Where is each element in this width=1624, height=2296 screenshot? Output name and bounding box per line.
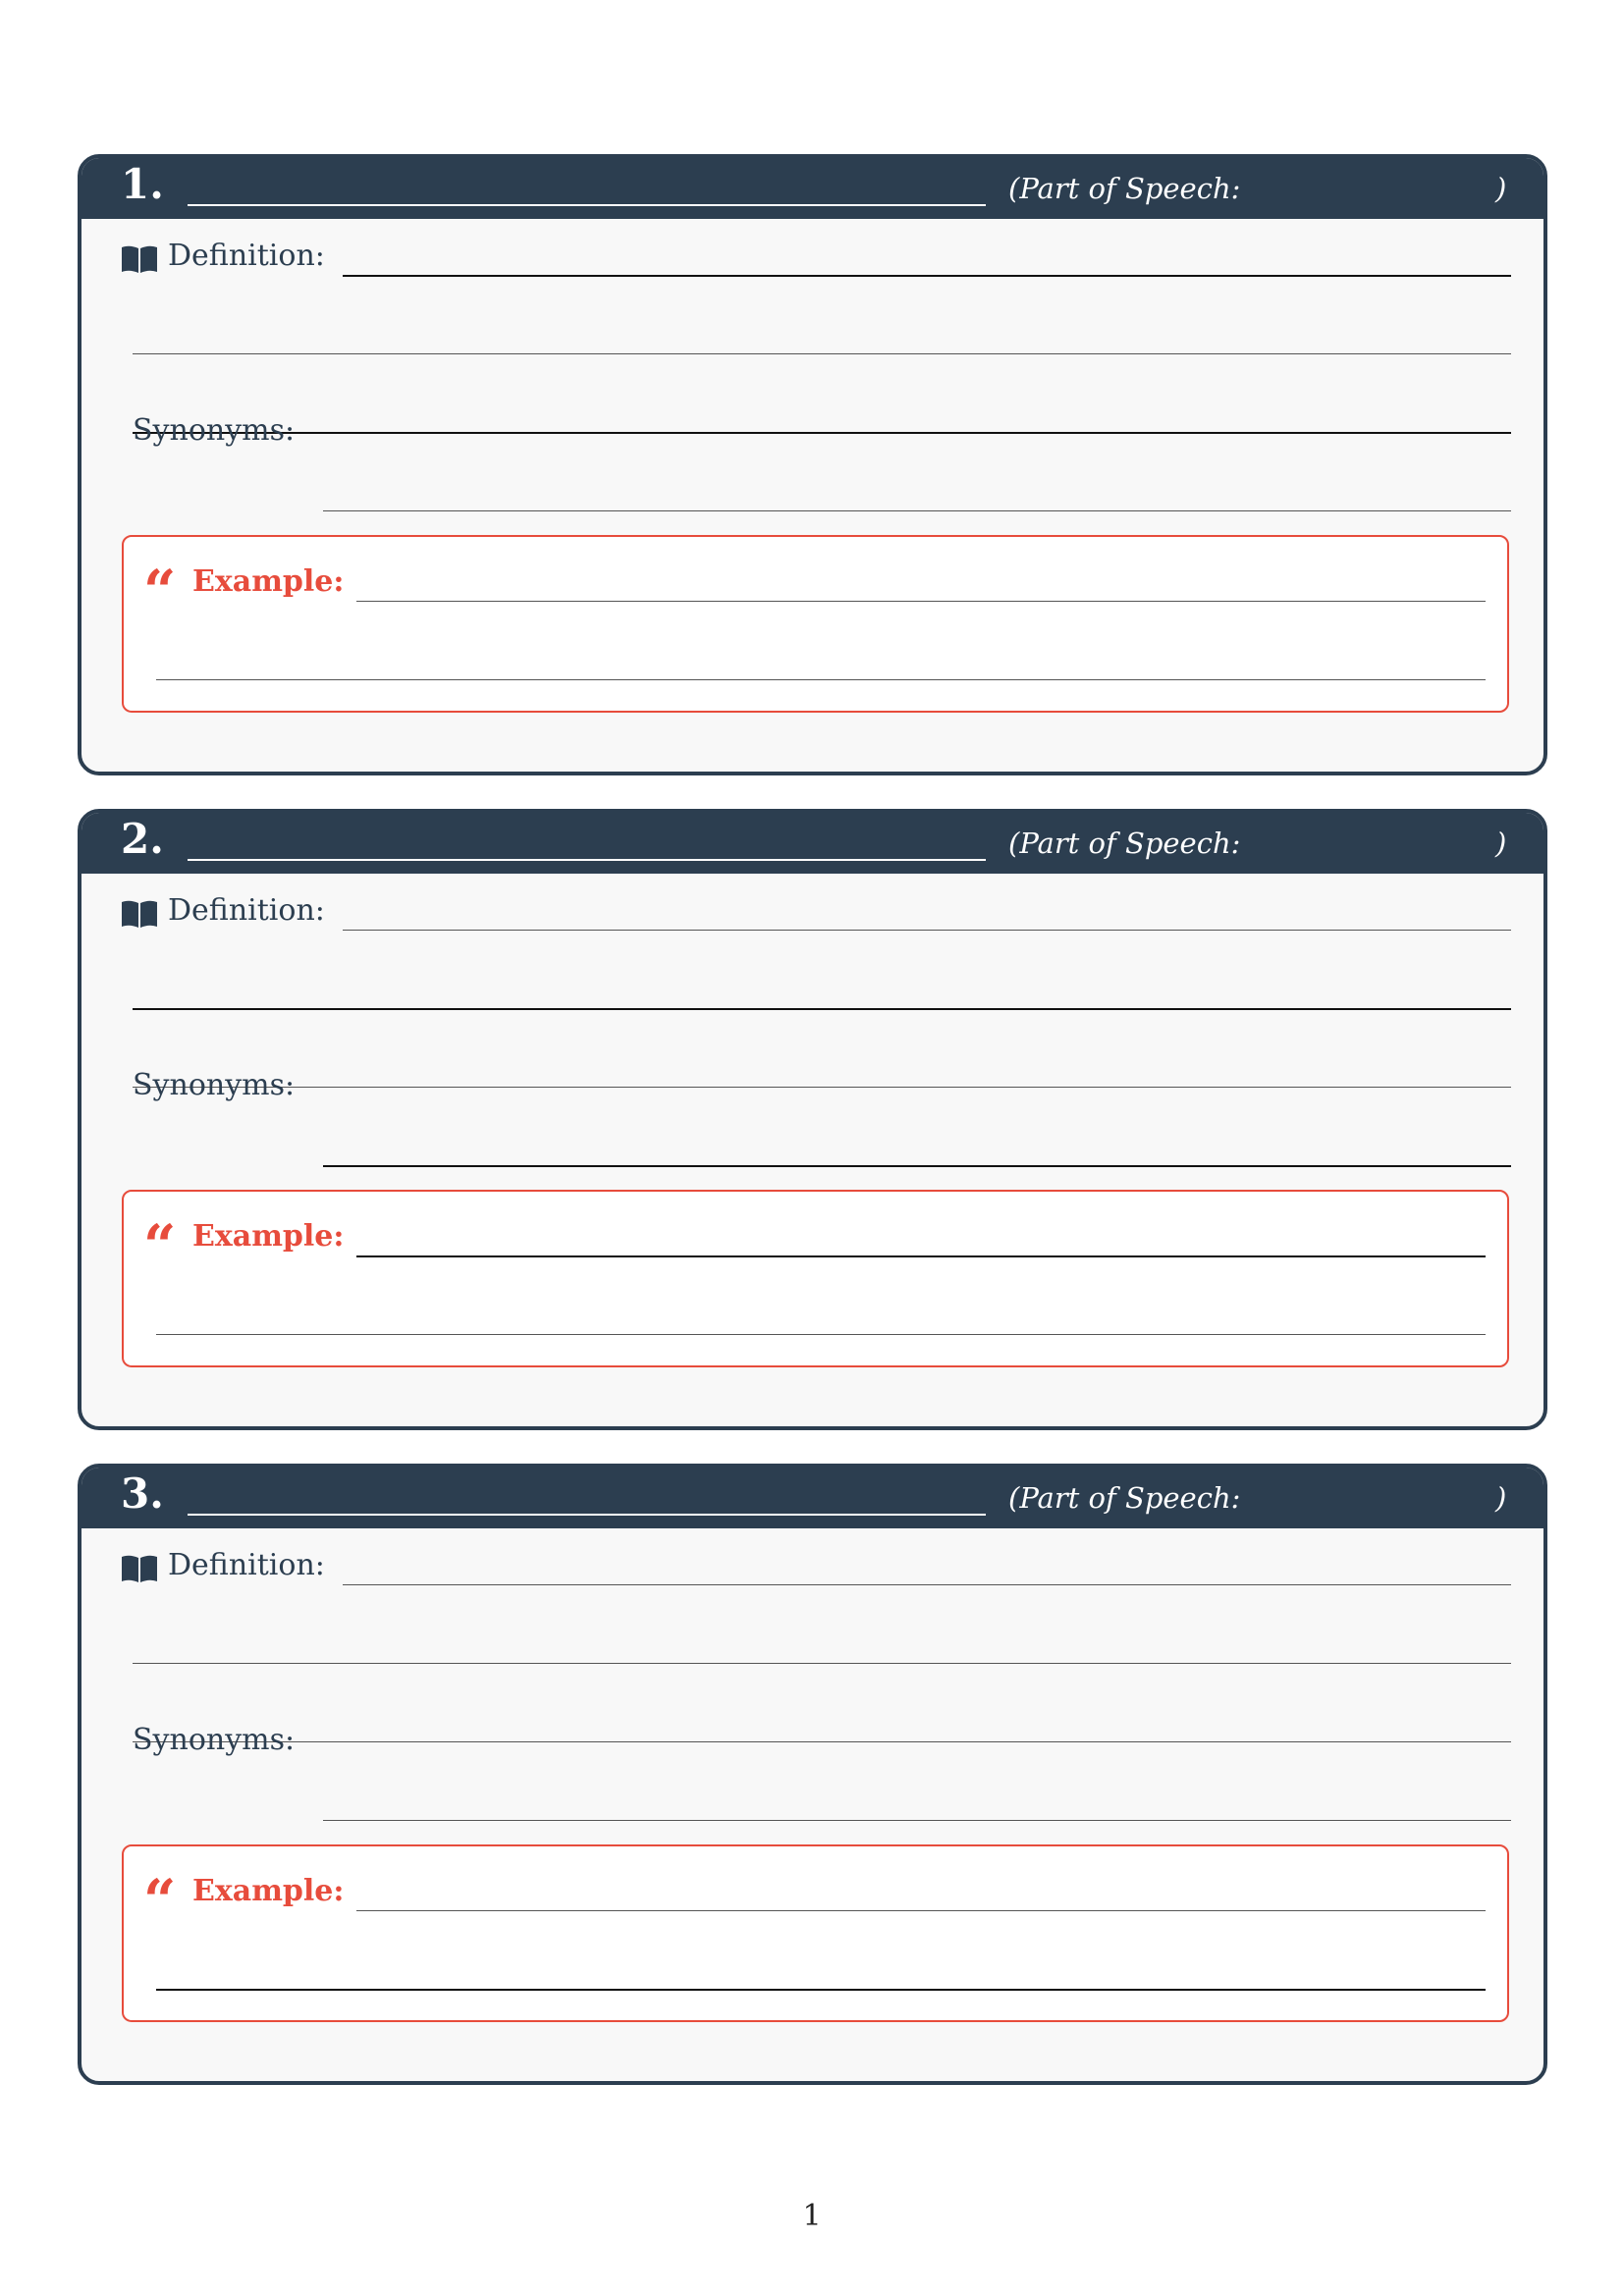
definition-label: Definition:: [168, 893, 325, 928]
example-line-1[interactable]: [356, 601, 1486, 602]
quote-icon: “: [143, 1867, 177, 1934]
part-of-speech-close: ): [1495, 172, 1507, 205]
example-line-1[interactable]: [356, 1255, 1486, 1257]
definition-line-1[interactable]: [343, 1584, 1511, 1585]
open-book-icon: [121, 899, 158, 929]
definition-line-3[interactable]: [133, 1741, 1511, 1742]
vocab-card-3: [78, 1464, 1547, 2085]
definition-line-2[interactable]: [133, 1663, 1511, 1664]
example-label: Example:: [192, 1219, 345, 1254]
vocab-card-2: [78, 809, 1547, 1430]
part-of-speech-close: ): [1495, 827, 1507, 860]
page-number: 1: [802, 2199, 822, 2233]
example-box: [122, 535, 1509, 713]
card-header: [81, 158, 1543, 219]
card-number: 2.: [121, 815, 164, 863]
quote-icon: “: [143, 1212, 177, 1279]
word-entry-line[interactable]: [188, 204, 986, 206]
example-box: [122, 1844, 1509, 2022]
example-label: Example:: [192, 1874, 345, 1908]
example-line-2[interactable]: [156, 1989, 1486, 1991]
definition-line-3[interactable]: [133, 432, 1511, 434]
part-of-speech-label: (Part of Speech:: [1008, 1481, 1241, 1515]
synonyms-line[interactable]: [323, 1165, 1511, 1167]
definition-line-1[interactable]: [343, 930, 1511, 931]
synonyms-line[interactable]: [323, 1820, 1511, 1821]
card-header: [81, 813, 1543, 874]
definition-line-1[interactable]: [343, 275, 1511, 277]
part-of-speech-close: ): [1495, 1481, 1507, 1515]
example-label: Example:: [192, 564, 345, 599]
definition-label: Definition:: [168, 239, 325, 273]
synonyms-label: Synonyms:: [133, 413, 296, 448]
quote-icon: “: [143, 558, 177, 624]
example-line-2[interactable]: [156, 679, 1486, 680]
card-number: 3.: [121, 1469, 164, 1518]
synonyms-label: Synonyms:: [133, 1723, 296, 1757]
word-entry-line[interactable]: [188, 859, 986, 861]
example-box: [122, 1190, 1509, 1367]
definition-line-2[interactable]: [133, 353, 1511, 354]
definition-line-2[interactable]: [133, 1008, 1511, 1010]
example-line-1[interactable]: [356, 1910, 1486, 1911]
synonyms-line[interactable]: [323, 510, 1511, 511]
word-entry-line[interactable]: [188, 1514, 986, 1516]
definition-label: Definition:: [168, 1548, 325, 1582]
card-header: [81, 1468, 1543, 1528]
definition-line-3[interactable]: [133, 1087, 1511, 1088]
part-of-speech-label: (Part of Speech:: [1008, 827, 1241, 860]
card-number: 1.: [121, 160, 164, 208]
vocab-card-1: [78, 154, 1547, 775]
example-line-2[interactable]: [156, 1334, 1486, 1335]
part-of-speech-label: (Part of Speech:: [1008, 172, 1241, 205]
open-book-icon: [121, 244, 158, 274]
synonyms-label: Synonyms:: [133, 1068, 296, 1102]
open-book-icon: [121, 1554, 158, 1583]
